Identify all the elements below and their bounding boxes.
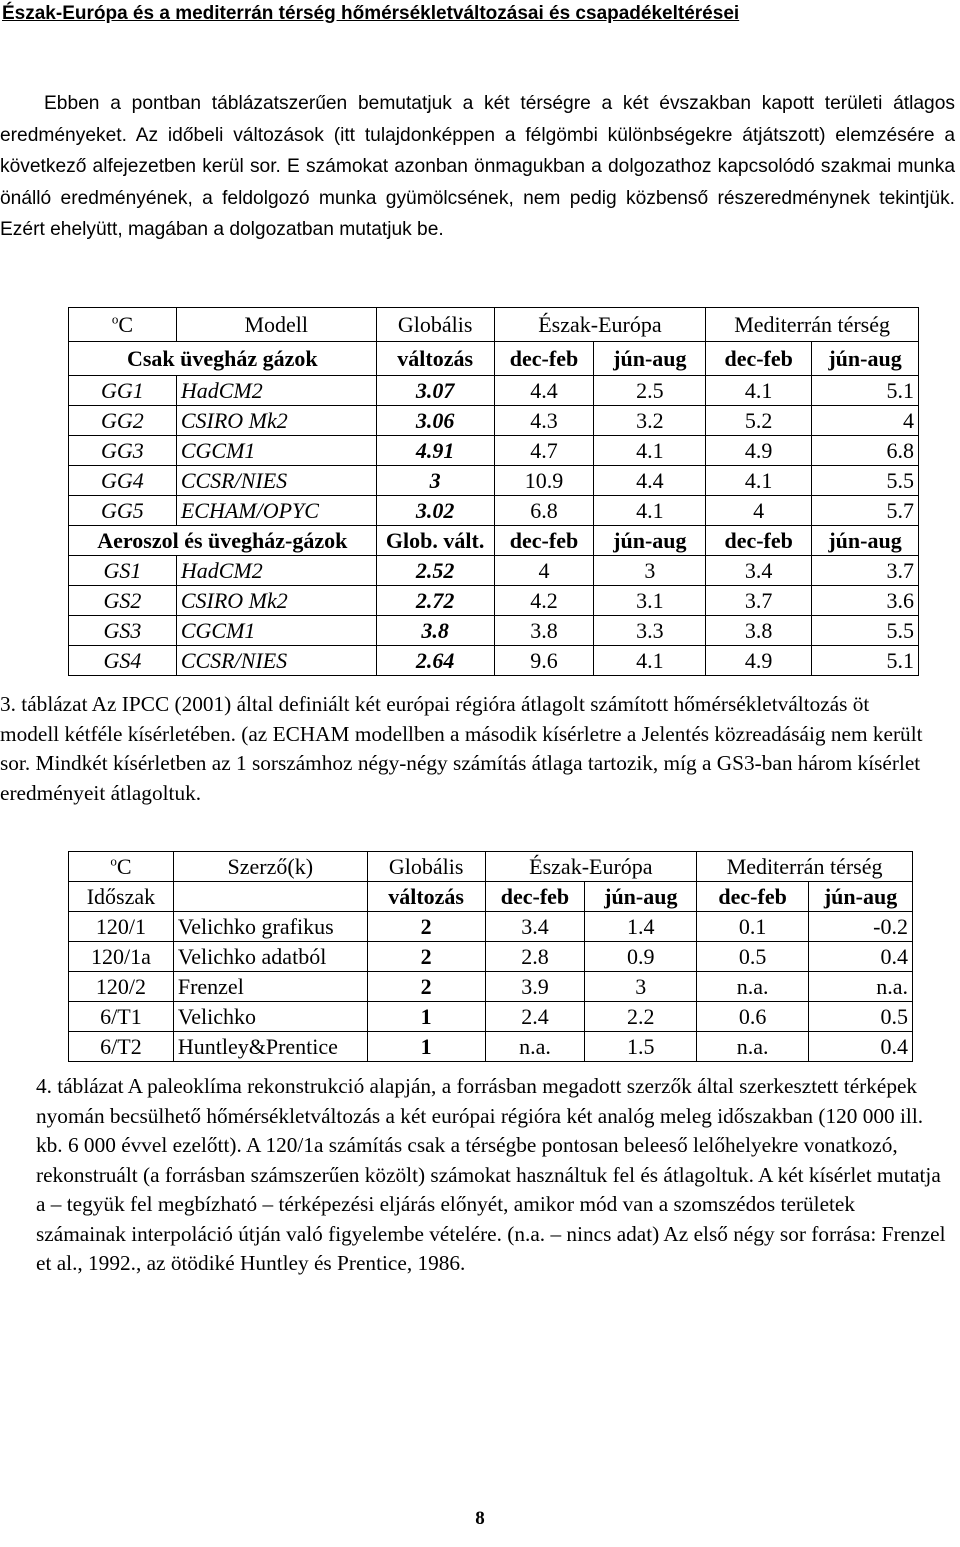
table-cell: 4.1 <box>706 466 812 496</box>
season-header: jún-aug <box>594 342 706 376</box>
table-header-row <box>69 308 919 342</box>
table-cell: 2.72 <box>376 586 494 616</box>
table-cell: 4 <box>812 406 919 436</box>
table-row <box>69 406 919 436</box>
table-cell: n.a. <box>697 1032 809 1062</box>
table-cell: 2 <box>367 912 485 942</box>
table-cell: 3.3 <box>594 616 706 646</box>
table-cell: 120/1a <box>69 942 174 972</box>
header-mediterranean: Mediterrán térség <box>697 852 913 882</box>
paleoclimate-table <box>68 851 913 1062</box>
table-cell: HadCM2 <box>176 376 376 406</box>
table-cell: 3 <box>585 972 697 1002</box>
table-cell: 10.9 <box>494 466 594 496</box>
table-cell: 2.8 <box>485 942 585 972</box>
table-cell: 4.1 <box>594 646 706 676</box>
table-cell: GG5 <box>69 496 177 526</box>
table-cell: 6/T2 <box>69 1032 174 1062</box>
table-cell: GG2 <box>69 406 177 436</box>
table-row <box>69 436 919 466</box>
header-period: Időszak <box>69 882 174 912</box>
table-cell: 6.8 <box>494 496 594 526</box>
unit-cell: $^o$C <box>69 308 177 342</box>
table-cell: Frenzel <box>173 972 367 1002</box>
table-cell: GS2 <box>69 586 177 616</box>
table-cell: CSIRO Mk2 <box>176 406 376 436</box>
table-cell: 6.8 <box>812 436 919 466</box>
season-header: jún-aug <box>812 526 919 556</box>
table-cell: 3.8 <box>376 616 494 646</box>
table-cell: 2.4 <box>485 1002 585 1032</box>
table-cell: 4.1 <box>594 496 706 526</box>
table-row <box>69 1002 913 1032</box>
table-cell: 0.1 <box>697 912 809 942</box>
table-cell: Velichko <box>173 1002 367 1032</box>
table-cell: 3.7 <box>706 586 812 616</box>
table-row <box>69 556 919 586</box>
table-header-row <box>69 852 913 882</box>
table-cell: 5.1 <box>812 646 919 676</box>
group2-change-label: Glob. vált. <box>376 526 494 556</box>
table-cell: 3.1 <box>594 586 706 616</box>
table-cell: 3.8 <box>494 616 594 646</box>
group1-change-label: változás <box>376 342 494 376</box>
table-cell: 4.9 <box>706 436 812 466</box>
table-cell: 1 <box>367 1002 485 1032</box>
page-title: Észak-Európa és a mediterrán térség hőmérsékletváltozásai és csapadékeltérései <box>2 3 740 24</box>
table-cell: GS3 <box>69 616 177 646</box>
table-cell: 0.9 <box>585 942 697 972</box>
table-cell: 120/1 <box>69 912 174 942</box>
table-cell: 5.5 <box>812 466 919 496</box>
season-header: dec-feb <box>494 342 594 376</box>
table-cell: CCSR/NIES <box>176 466 376 496</box>
table-row <box>69 972 913 1002</box>
table-cell: 4.1 <box>706 376 812 406</box>
table-cell: 5.2 <box>706 406 812 436</box>
table-cell: 5.5 <box>812 616 919 646</box>
group1-label: Csak üvegház gázok <box>69 342 377 376</box>
group2-label: Aeroszol és üvegház-gázok <box>69 526 377 556</box>
table-cell: 0.5 <box>697 942 809 972</box>
table-cell: 3.07 <box>376 376 494 406</box>
table-cell: 4.91 <box>376 436 494 466</box>
intro-paragraph: Ebben a pontban táblázatszerűen bemutatjuk a két térségre a két évszakban kapott területi átlagos eredményeket. Az időbeli változások (itt tulajdonképpen a félgömbi különbségekre átjátszott) elemzésére a következő alfejezetben kerül sor. E számokat azonban önmagukban a dolgozathoz kapcsolódó szakmai munka önálló eredményének, a feldolgozó munka gyümölcsének, nem pedig közbenső részeredménynek tekintjük. Ezért ehelyütt, magában a dolgozatban mutatjuk be. <box>0 93 955 240</box>
unit-cell: $^o$C <box>69 852 174 882</box>
table-cell: Velichko grafikus <box>173 912 367 942</box>
table-cell: 3.06 <box>376 406 494 436</box>
table-cell: 9.6 <box>494 646 594 676</box>
table3-caption: 3. táblázat Az IPCC (2001) által definiált két európai régióra átlagolt számított hőmérsékletváltozás öt modell kétféle kísérletében. (az ECHAM modellben a második kísérletre a Jelentés közreadásáig nem került sor. Mindkét kísérletben az 1 sorszámhoz négy-négy számítás átlaga tartozik, míg a GS3-ban három kísérlet eredményeit átlagoltuk. <box>0 692 923 805</box>
table-cell: GG1 <box>69 376 177 406</box>
table-row <box>69 466 919 496</box>
table-cell: 0.4 <box>809 942 913 972</box>
table-cell: n.a. <box>809 972 913 1002</box>
header-mediterranean: Mediterrán térség <box>706 308 919 342</box>
table-cell: CCSR/NIES <box>176 646 376 676</box>
table-cell: CSIRO Mk2 <box>176 586 376 616</box>
table-cell: Huntley&Prentice <box>173 1032 367 1062</box>
table-subheader-row <box>69 882 913 912</box>
table-cell: 2 <box>367 972 485 1002</box>
table-cell: HadCM2 <box>176 556 376 586</box>
table-cell: ECHAM/OPYC <box>176 496 376 526</box>
table-cell: -0.2 <box>809 912 913 942</box>
table-cell: 4 <box>494 556 594 586</box>
table-cell: 4 <box>706 496 812 526</box>
header-north-europe: Észak-Európa <box>485 852 697 882</box>
table-cell: CGCM1 <box>176 616 376 646</box>
season-header: jún-aug <box>812 342 919 376</box>
table4-caption: 4. táblázat A paleoklíma rekonstrukció alapján, a forrásban megadott szerzők által szerkesztett térképek nyomán becsülhető hőmérsékletváltozás a két európai régióra két analóg meleg időszakban (120 000 ill. kb. 6 000 évvel ezelőtt). A 120/1a számítás csak a térségbe pontosan beleeső lelőhelyekre vonatkozó, rekonstruált (a forrásban számszerűen közölt) számokat használtuk fel és átlagoltuk. A két kísérlet mutatja a – tegyük fel megbízható – térképezési eljárás előnyét, amikor mód van a szomszédos területek számainak interpoláció útján való figyelembe vételére. (n.a. – nincs adat) Az első négy sor forrása: Frenzel et al., 1992., az ötödiké Huntley és Prentice, 1986. <box>36 1074 946 1275</box>
table-cell: 0.4 <box>809 1032 913 1062</box>
table-cell: 4.7 <box>494 436 594 466</box>
table-cell: GS1 <box>69 556 177 586</box>
table-cell: 120/2 <box>69 972 174 1002</box>
page-number: 8 <box>475 1508 485 1529</box>
table-cell: 3.02 <box>376 496 494 526</box>
table-row <box>69 646 919 676</box>
group1-rows <box>69 376 919 526</box>
header-global: Globális <box>367 852 485 882</box>
table-cell: GS4 <box>69 646 177 676</box>
table-cell: GG4 <box>69 466 177 496</box>
table-cell: Velichko adatból <box>173 942 367 972</box>
header-author: Szerző(k) <box>173 852 367 882</box>
table-cell: 3.8 <box>706 616 812 646</box>
season-header: dec-feb <box>706 342 812 376</box>
header-north-europe: Észak-Európa <box>494 308 706 342</box>
table-cell: 4.4 <box>594 466 706 496</box>
table-cell: 2.52 <box>376 556 494 586</box>
season-header: jún-aug <box>809 882 913 912</box>
group2-header-row <box>69 526 919 556</box>
table-cell: 4.9 <box>706 646 812 676</box>
table-cell: 6/T1 <box>69 1002 174 1032</box>
header-change: változás <box>367 882 485 912</box>
table-cell: 0.5 <box>809 1002 913 1032</box>
table-cell: 5.1 <box>812 376 919 406</box>
table-cell: 4.2 <box>494 586 594 616</box>
table-cell: 1.4 <box>585 912 697 942</box>
table-cell: 2 <box>367 942 485 972</box>
table-cell: 3.6 <box>812 586 919 616</box>
header-global: Globális <box>376 308 494 342</box>
season-header: jún-aug <box>585 882 697 912</box>
season-header: dec-feb <box>706 526 812 556</box>
table-cell: 3.9 <box>485 972 585 1002</box>
table-cell: 4.1 <box>594 436 706 466</box>
table-cell: 3.7 <box>812 556 919 586</box>
table-cell: 4.4 <box>494 376 594 406</box>
table-row <box>69 496 919 526</box>
table-cell: 5.7 <box>812 496 919 526</box>
table-row <box>69 1032 913 1062</box>
header-model: Modell <box>176 308 376 342</box>
group2-rows <box>69 556 919 676</box>
table-cell: n.a. <box>697 972 809 1002</box>
season-header: dec-feb <box>485 882 585 912</box>
table-cell: 4.3 <box>494 406 594 436</box>
table-cell: 2.2 <box>585 1002 697 1032</box>
table-cell: 3 <box>594 556 706 586</box>
table-cell: 3.4 <box>485 912 585 942</box>
table-cell: 3.4 <box>706 556 812 586</box>
table-row <box>69 912 913 942</box>
table-cell: 1.5 <box>585 1032 697 1062</box>
table-row <box>69 942 913 972</box>
group1-header-row <box>69 342 919 376</box>
table-cell: 2.5 <box>594 376 706 406</box>
season-header: dec-feb <box>494 526 594 556</box>
season-header: jún-aug <box>594 526 706 556</box>
table-cell: 3 <box>376 466 494 496</box>
table-row <box>69 586 919 616</box>
table-cell: GG3 <box>69 436 177 466</box>
table-row <box>69 616 919 646</box>
table-cell: n.a. <box>485 1032 585 1062</box>
empty-cell <box>173 882 367 912</box>
model-results-table <box>68 307 919 676</box>
table-cell: 3.2 <box>594 406 706 436</box>
table-row <box>69 376 919 406</box>
table-cell: CGCM1 <box>176 436 376 466</box>
table-cell: 2.64 <box>376 646 494 676</box>
table-cell: 0.6 <box>697 1002 809 1032</box>
season-header: dec-feb <box>697 882 809 912</box>
paleo-rows <box>69 912 913 1062</box>
table-cell: 1 <box>367 1032 485 1062</box>
